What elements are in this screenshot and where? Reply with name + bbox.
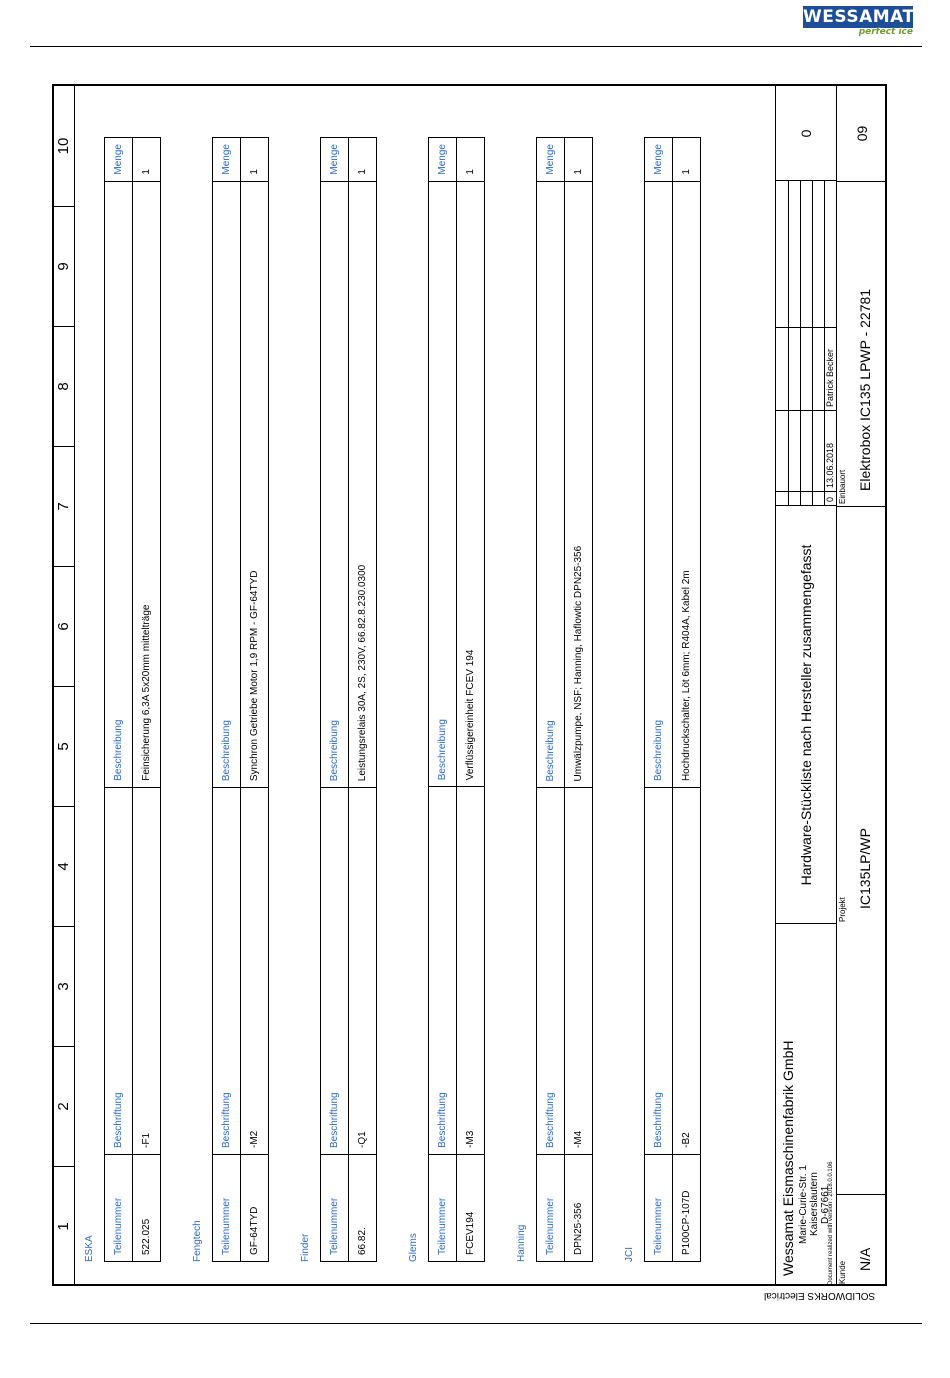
- table-header-row: [213, 138, 241, 1262]
- part-no-cell: DPN25-356: [565, 1155, 593, 1262]
- qty-cell: 1: [673, 138, 701, 182]
- table-row: [457, 138, 485, 1262]
- company-street: Marie-Curie-Str. 1: [798, 1165, 809, 1244]
- description-cell: Leistungsrelais 30A, 2S, 230V, 66.82.8.230.0300: [349, 181, 377, 788]
- table-row: [133, 138, 161, 1262]
- parts-table: [104, 137, 161, 1262]
- label-cell: -M4: [565, 788, 593, 1155]
- qty-cell: 1: [133, 138, 161, 182]
- qty-cell: 1: [457, 138, 485, 182]
- revision-row-line: [812, 181, 813, 506]
- column-number: 6: [54, 566, 74, 686]
- revision-row-line: [800, 181, 801, 506]
- drawing-frame: [52, 84, 887, 1286]
- revision-col-line: [776, 410, 836, 411]
- table-row: [673, 138, 701, 1262]
- project-label: Projekt: [838, 897, 847, 922]
- manufacturer-name: Fengtech: [192, 1220, 203, 1262]
- column-ruler: [54, 86, 75, 1286]
- header-qty: Menge: [213, 138, 241, 182]
- drawing-sheet: [54, 86, 885, 1286]
- header-label: Beschriftung: [429, 787, 457, 1155]
- title-block-row2: [836, 181, 887, 1286]
- sheet-divider: [836, 86, 837, 181]
- table-header-row: [645, 138, 673, 1262]
- header-label: Beschriftung: [537, 788, 565, 1155]
- revision-author: Patrick Becker: [825, 348, 835, 407]
- column-number: 8: [54, 326, 74, 446]
- version-note: Document realized with version : 2018.0.0.106: [828, 1161, 834, 1285]
- footer-divider: [30, 1323, 922, 1324]
- label-cell: -M2: [241, 788, 269, 1155]
- label-cell: -Q1: [349, 788, 377, 1155]
- table-row: [241, 138, 269, 1262]
- header-description: Beschreibung: [105, 181, 133, 787]
- header-part-no: Teilenummer: [213, 1155, 241, 1262]
- project-value: IC135LP/WP: [857, 828, 873, 909]
- document-title: Hardware-Stückliste nach Hersteller zusammengefasst: [798, 544, 814, 886]
- table-header-row: [321, 138, 349, 1262]
- part-no-cell: 66.82.: [349, 1155, 377, 1262]
- location-label: Einbauort: [838, 469, 847, 504]
- location-cell: [837, 181, 887, 506]
- column-number: 4: [54, 806, 74, 926]
- revision-col-line: [776, 491, 836, 492]
- column-number: 5: [54, 686, 74, 806]
- parts-table: [320, 137, 377, 1262]
- part-no-cell: P100CP-107D: [673, 1154, 701, 1261]
- table-row: [565, 138, 593, 1262]
- column-number: 3: [54, 926, 74, 1046]
- header-label: Beschriftung: [645, 788, 673, 1155]
- header-part-no: Teilenummer: [321, 1155, 349, 1262]
- parts-table: [212, 137, 269, 1262]
- label-cell: -M3: [457, 787, 485, 1155]
- manufacturer-name: Finder: [300, 1233, 311, 1262]
- logo-main-text: WESSAMAT: [803, 7, 915, 27]
- header-qty: Menge: [429, 138, 457, 182]
- title-block: [775, 86, 886, 1286]
- table-row: [349, 138, 377, 1262]
- parts-table: [428, 137, 485, 1262]
- column-number: 1: [54, 1166, 74, 1286]
- table-header-row: [537, 138, 565, 1262]
- column-number: 7: [54, 446, 74, 566]
- header-part-no: Teilenummer: [645, 1154, 673, 1261]
- project-cell: [837, 506, 887, 924]
- qty-cell: 1: [241, 138, 269, 182]
- header-part-no: Teilenummer: [105, 1154, 133, 1261]
- company-block: [776, 923, 836, 1286]
- header-divider: [30, 46, 922, 47]
- wessamat-logo: [803, 6, 913, 44]
- revision-index: 0: [825, 496, 835, 502]
- table-header-row: [105, 138, 133, 1262]
- column-number: 10: [55, 137, 72, 155]
- qty-cell: 1: [349, 138, 377, 182]
- column-number: 9: [54, 206, 74, 326]
- header-description: Beschreibung: [429, 181, 457, 787]
- customer-value: N/A: [857, 1247, 873, 1271]
- company-city: Kaiserslautern: [809, 1172, 820, 1236]
- header-qty: Menge: [105, 138, 133, 182]
- location-value: Elektrobox IC135 LPWP - 22781: [857, 288, 873, 491]
- header-qty: Menge: [645, 138, 673, 182]
- header-description: Beschreibung: [537, 181, 565, 788]
- manufacturer-name: JCI: [624, 1247, 635, 1262]
- customer-label: Kunde: [838, 1260, 847, 1284]
- qty-cell: 1: [565, 138, 593, 182]
- revision-col-line: [776, 327, 836, 328]
- manufacturer-name: ESKA: [84, 1235, 95, 1262]
- revision-date: 13.06.2018: [825, 442, 835, 488]
- sheet-block: [776, 86, 886, 181]
- sheet-number: 09: [854, 125, 870, 142]
- header-label: Beschriftung: [213, 788, 241, 1155]
- part-no-cell: FCEV194: [457, 1154, 485, 1261]
- description-cell: Hochdruckschalter, Löt 6mm; R404A, Kabel 2m: [673, 181, 701, 787]
- logo-tagline: perfect ice: [858, 27, 913, 37]
- header-qty: Menge: [537, 138, 565, 182]
- header-label: Beschriftung: [105, 787, 133, 1154]
- table-header-row: [429, 138, 457, 1262]
- revision-row-line: [788, 181, 789, 506]
- label-cell: -B2: [673, 788, 701, 1155]
- revision-table: [776, 180, 836, 506]
- part-no-cell: GF-64TYD: [241, 1155, 269, 1262]
- solidworks-electrical-label: SOLIDWORKS Electrical: [764, 1290, 876, 1301]
- manufacturer-name: Hanning: [516, 1224, 527, 1262]
- header-description: Beschreibung: [321, 181, 349, 788]
- header-label: Beschriftung: [321, 788, 349, 1155]
- header-qty: Menge: [321, 138, 349, 182]
- header-description: Beschreibung: [213, 181, 241, 788]
- version-cell: [837, 924, 887, 1194]
- description-cell: Umwälzpumpe, NSF; Hanning, Haflowtic DPN25-356: [565, 181, 593, 788]
- description-cell: Verflüssigereinheit FCEV 194: [457, 181, 485, 787]
- parts-table: [644, 137, 701, 1262]
- company-zip: D-67661: [820, 1185, 831, 1224]
- customer-cell: [837, 1194, 887, 1286]
- header-description: Beschreibung: [645, 181, 673, 787]
- document-title-block: [776, 505, 836, 924]
- column-number: 2: [54, 1046, 74, 1166]
- header-part-no: Teilenummer: [537, 1155, 565, 1262]
- description-cell: Synchron Getriebe Motor 1,9 RPM - GF-64TYD: [241, 181, 269, 788]
- manufacturer-name: Glems: [408, 1233, 419, 1262]
- description-cell: Feinsicherung 6,3A 5x20mm mittelträge: [133, 181, 161, 787]
- label-cell: -F1: [133, 787, 161, 1154]
- part-no-cell: 522.025: [133, 1154, 161, 1261]
- header-part-no: Teilenummer: [429, 1154, 457, 1261]
- company-name: Wessamat Eismaschinenfabrik GmbH: [780, 1040, 796, 1276]
- sheet-revision: 0: [798, 129, 814, 138]
- parts-table: [536, 137, 593, 1262]
